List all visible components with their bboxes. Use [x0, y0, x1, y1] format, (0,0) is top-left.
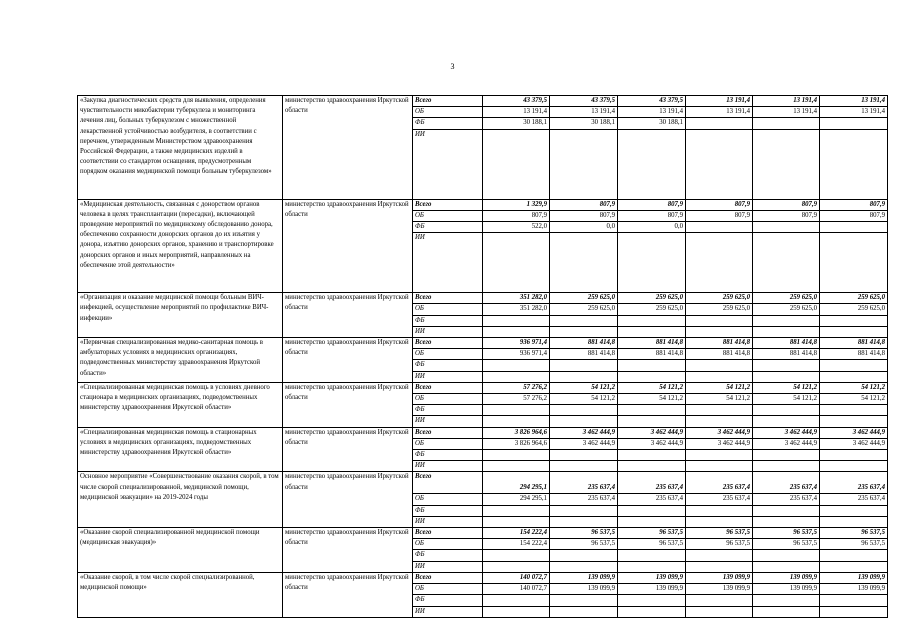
amount-cell: 259 625,0 [550, 304, 618, 315]
amount-cell: 881 414,8 [820, 349, 888, 360]
amount-cell [483, 360, 550, 371]
amount-cell [753, 461, 820, 472]
amount-cell [483, 606, 550, 617]
funding-source: ИИ [413, 371, 483, 382]
amount-cell [753, 360, 820, 371]
funding-source: ФБ [413, 315, 483, 326]
amount-cell: 13 191,4 [753, 107, 820, 118]
amount-cell: 235 637,4 [686, 494, 753, 505]
table-row [78, 528, 888, 539]
amount-cell: 235 637,4 [618, 472, 686, 494]
amount-cell: 43 379,5 [550, 96, 618, 107]
amount-cell: 54 121,2 [618, 382, 686, 393]
table-row [78, 427, 888, 438]
amount-cell: 54 121,2 [550, 382, 618, 393]
amount-cell [483, 561, 550, 572]
amount-cell: 139 099,9 [686, 572, 753, 583]
amount-cell: 235 637,4 [753, 472, 820, 494]
funding-source: Всего [413, 472, 483, 494]
amount-cell [550, 315, 618, 326]
table-row [78, 338, 888, 349]
activity-description: «Оказание скорой специализированной медицинской помощи (медицинская эвакуация)» [78, 528, 283, 573]
amount-cell: 807,9 [618, 210, 686, 221]
responsible-organization: министерство здравоохранения Иркутской области [283, 338, 413, 383]
amount-cell [753, 505, 820, 516]
amount-cell [550, 233, 618, 293]
amount-cell [618, 450, 686, 461]
amount-cell: 43 379,5 [618, 96, 686, 107]
amount-cell [820, 405, 888, 416]
responsible-organization: министерство здравоохранения Иркутской области [283, 528, 413, 573]
funding-source: ИИ [413, 129, 483, 199]
amount-cell [550, 461, 618, 472]
amount-cell [618, 505, 686, 516]
amount-cell [483, 405, 550, 416]
funding-source: ФБ [413, 118, 483, 129]
amount-cell [618, 606, 686, 617]
amount-cell: 96 537,5 [753, 528, 820, 539]
amount-cell: 235 637,4 [753, 494, 820, 505]
amount-cell: 3 826 964,6 [483, 438, 550, 449]
activity-description: «Первичная специализированная медико-санитарная помощь в амбулаторных условиях в медицинских организациях, подведомственных министерству здравоохранения Иркутской области» [78, 338, 283, 383]
amount-cell: 3 826 964,6 [483, 427, 550, 438]
amount-cell [686, 606, 753, 617]
amount-cell [820, 450, 888, 461]
funding-source: ОБ [413, 494, 483, 505]
amount-cell [618, 360, 686, 371]
funding-source: ФБ [413, 505, 483, 516]
activity-description: «Медицинская деятельность, связанная с донорством органов человека в целях трансплантации (пересадки), включающей проведение мероприятий по медицинскому обследованию донора, обеспечению сохранности донорских органов до их изъятия у донора, изъятию донорских органов, хранению и транспортировке донорских органов и иных мероприятий, направленных на обеспечение этой деятельности» [78, 199, 283, 293]
amount-cell: 0,0 [618, 222, 686, 233]
funding-source: ФБ [413, 450, 483, 461]
amount-cell [550, 606, 618, 617]
amount-cell: 54 121,2 [753, 382, 820, 393]
responsible-organization: министерство здравоохранения Иркутской области [283, 199, 413, 293]
responsible-organization: министерство здравоохранения Иркутской области [283, 572, 413, 617]
activity-description: «Организация и оказание медицинской помощи больным ВИЧ-инфекцией, осуществление мероприятий по профилактике ВИЧ-инфекции» [78, 293, 283, 338]
amount-cell [753, 561, 820, 572]
responsible-organization: министерство здравоохранения Иркутской области [283, 96, 413, 200]
amount-cell [550, 360, 618, 371]
amount-cell [618, 129, 686, 199]
amount-cell: 1 329,9 [483, 199, 550, 210]
amount-cell [820, 416, 888, 427]
amount-cell [550, 561, 618, 572]
amount-cell: 259 625,0 [820, 293, 888, 304]
activity-description: «Закупка диагностических средств для выявления, определения чувствительности микобактерии туберкулеза и мониторинга лечения лиц, больных туберкулезом с множественной лекарственной устойчивостью возбудителя, в соответствии с перечнем, утвержденным Министерством здравоохранения Российской Федерации, а также медицинских изделий в соответствии со стандартом оснащения, предусмотренным порядком оказания медицинской помощи больным туберкулезом» [78, 96, 283, 200]
amount-cell: 3 462 444,9 [686, 427, 753, 438]
amount-cell [820, 371, 888, 382]
funding-source: Всего [413, 427, 483, 438]
amount-cell: 96 537,5 [618, 528, 686, 539]
table-row [78, 293, 888, 304]
amount-cell [753, 315, 820, 326]
amount-cell [753, 405, 820, 416]
amount-cell: 936 971,4 [483, 338, 550, 349]
amount-cell [686, 326, 753, 337]
amount-cell: 96 537,5 [550, 539, 618, 550]
amount-cell [483, 233, 550, 293]
amount-cell: 235 637,4 [618, 494, 686, 505]
amount-cell [483, 315, 550, 326]
amount-cell: 259 625,0 [550, 293, 618, 304]
amount-cell: 259 625,0 [686, 304, 753, 315]
amount-cell [753, 129, 820, 199]
amount-cell: 881 414,8 [820, 338, 888, 349]
funding-source: ИИ [413, 326, 483, 337]
amount-cell [686, 461, 753, 472]
amount-cell: 3 462 444,9 [550, 427, 618, 438]
amount-cell [618, 233, 686, 293]
amount-cell: 807,9 [686, 199, 753, 210]
amount-cell [686, 450, 753, 461]
amount-cell: 881 414,8 [753, 338, 820, 349]
amount-cell: 3 462 444,9 [820, 438, 888, 449]
table-row [78, 472, 888, 494]
amount-cell: 54 121,2 [618, 394, 686, 405]
amount-cell: 30 188,1 [483, 118, 550, 129]
amount-cell: 235 637,4 [686, 472, 753, 494]
amount-cell: 807,9 [686, 210, 753, 221]
amount-cell [753, 326, 820, 337]
funding-source: ОБ [413, 584, 483, 595]
amount-cell [550, 450, 618, 461]
amount-cell [753, 118, 820, 129]
table-row [78, 572, 888, 583]
funding-source: ИИ [413, 606, 483, 617]
amount-cell: 96 537,5 [686, 539, 753, 550]
funding-source: ОБ [413, 304, 483, 315]
funding-source: ИИ [413, 233, 483, 293]
funding-source: ИИ [413, 461, 483, 472]
amount-cell: 54 121,2 [820, 382, 888, 393]
amount-cell [753, 606, 820, 617]
amount-cell: 259 625,0 [820, 304, 888, 315]
amount-cell [550, 405, 618, 416]
funding-source: ИИ [413, 416, 483, 427]
responsible-organization: министерство здравоохранения Иркутской области [283, 472, 413, 528]
amount-cell [820, 129, 888, 199]
amount-cell: 807,9 [820, 210, 888, 221]
budget-table [77, 95, 888, 618]
amount-cell: 3 462 444,9 [686, 438, 753, 449]
funding-source: ФБ [413, 405, 483, 416]
amount-cell [483, 450, 550, 461]
amount-cell: 351 282,0 [483, 304, 550, 315]
amount-cell: 139 099,9 [820, 584, 888, 595]
amount-cell [550, 129, 618, 199]
amount-cell [753, 371, 820, 382]
amount-cell [686, 371, 753, 382]
amount-cell: 3 462 444,9 [550, 438, 618, 449]
activity-description: «Оказание скорой, в том числе скорой специализированной, медицинской помощи» [78, 572, 283, 617]
amount-cell [483, 326, 550, 337]
funding-source: ФБ [413, 595, 483, 606]
amount-cell [483, 516, 550, 527]
amount-cell: 57 276,2 [483, 382, 550, 393]
funding-source: ИИ [413, 516, 483, 527]
page-number: 3 [450, 62, 455, 71]
amount-cell: 881 414,8 [686, 338, 753, 349]
amount-cell: 3 462 444,9 [618, 427, 686, 438]
amount-cell [686, 129, 753, 199]
amount-cell [753, 233, 820, 293]
table-row [78, 382, 888, 393]
amount-cell: 13 191,4 [753, 96, 820, 107]
amount-cell: 154 222,4 [483, 539, 550, 550]
amount-cell: 30 188,1 [550, 118, 618, 129]
funding-source: Всего [413, 96, 483, 107]
amount-cell: 139 099,9 [686, 584, 753, 595]
amount-cell: 139 099,9 [550, 584, 618, 595]
amount-cell [483, 595, 550, 606]
amount-cell [686, 595, 753, 606]
amount-cell: 807,9 [820, 199, 888, 210]
amount-cell [820, 118, 888, 129]
funding-source: ОБ [413, 438, 483, 449]
amount-cell [820, 561, 888, 572]
funding-source: ФБ [413, 550, 483, 561]
amount-cell: 936 971,4 [483, 349, 550, 360]
amount-cell [483, 505, 550, 516]
amount-cell [753, 516, 820, 527]
amount-cell: 881 414,8 [618, 338, 686, 349]
amount-cell [618, 461, 686, 472]
amount-cell [820, 606, 888, 617]
amount-cell: 96 537,5 [820, 528, 888, 539]
table-row [78, 96, 888, 107]
amount-cell: 807,9 [550, 199, 618, 210]
amount-cell: 139 099,9 [618, 584, 686, 595]
amount-cell [483, 371, 550, 382]
funding-source: Всего [413, 528, 483, 539]
amount-cell: 43 379,5 [483, 96, 550, 107]
amount-cell [686, 416, 753, 427]
funding-source: ОБ [413, 349, 483, 360]
amount-cell: 881 414,8 [550, 338, 618, 349]
funding-source: ФБ [413, 222, 483, 233]
amount-cell: 881 414,8 [686, 349, 753, 360]
amount-cell [686, 561, 753, 572]
amount-cell: 154 222,4 [483, 528, 550, 539]
amount-cell [686, 550, 753, 561]
amount-cell [483, 416, 550, 427]
activity-description: «Специализированная медицинская помощь в стационарных условиях в медицинских организациях, подведомственных министерству здравоохранения Иркутской области» [78, 427, 283, 472]
amount-cell [550, 326, 618, 337]
amount-cell: 259 625,0 [753, 293, 820, 304]
amount-cell: 522,0 [483, 222, 550, 233]
amount-cell [686, 315, 753, 326]
amount-cell: 13 191,4 [550, 107, 618, 118]
amount-cell: 54 121,2 [686, 382, 753, 393]
amount-cell: 54 121,2 [820, 394, 888, 405]
amount-cell: 235 637,4 [820, 472, 888, 494]
amount-cell [686, 118, 753, 129]
amount-cell: 3 462 444,9 [753, 427, 820, 438]
amount-cell: 881 414,8 [753, 349, 820, 360]
amount-cell: 881 414,8 [550, 349, 618, 360]
amount-cell: 96 537,5 [753, 539, 820, 550]
amount-cell: 139 099,9 [550, 572, 618, 583]
funding-source: Всего [413, 338, 483, 349]
funding-source: Всего [413, 199, 483, 210]
amount-cell: 807,9 [550, 210, 618, 221]
amount-cell: 3 462 444,9 [618, 438, 686, 449]
amount-cell [550, 516, 618, 527]
amount-cell [820, 516, 888, 527]
amount-cell: 807,9 [753, 210, 820, 221]
funding-source: Всего [413, 572, 483, 583]
amount-cell [550, 595, 618, 606]
amount-cell: 139 099,9 [820, 572, 888, 583]
amount-cell [820, 222, 888, 233]
amount-cell [618, 416, 686, 427]
amount-cell [618, 371, 686, 382]
amount-cell [550, 550, 618, 561]
amount-cell: 294 295,1 [483, 494, 550, 505]
amount-cell [618, 315, 686, 326]
amount-cell [483, 129, 550, 199]
amount-cell [820, 315, 888, 326]
amount-cell [618, 550, 686, 561]
amount-cell [618, 561, 686, 572]
amount-cell [753, 550, 820, 561]
funding-source: ИИ [413, 561, 483, 572]
amount-cell [686, 516, 753, 527]
amount-cell [753, 222, 820, 233]
amount-cell [820, 326, 888, 337]
amount-cell: 235 637,4 [550, 472, 618, 494]
amount-cell [820, 550, 888, 561]
amount-cell [618, 326, 686, 337]
funding-source: ОБ [413, 210, 483, 221]
amount-cell: 139 099,9 [753, 572, 820, 583]
amount-cell: 13 191,4 [483, 107, 550, 118]
amount-cell: 294 295,1 [483, 472, 550, 494]
activity-description: «Специализированная медицинская помощь в условиях дневного стационара в медицинских организациях, подведомственных министерству здравоохранения Иркутской области» [78, 382, 283, 427]
amount-cell: 0,0 [550, 222, 618, 233]
amount-cell [686, 222, 753, 233]
amount-cell: 235 637,4 [820, 494, 888, 505]
amount-cell [686, 360, 753, 371]
responsible-organization: министерство здравоохранения Иркутской области [283, 427, 413, 472]
amount-cell: 140 072,7 [483, 584, 550, 595]
amount-cell: 13 191,4 [618, 107, 686, 118]
amount-cell: 3 462 444,9 [753, 438, 820, 449]
amount-cell: 54 121,2 [550, 394, 618, 405]
amount-cell: 57 276,2 [483, 394, 550, 405]
table-row [78, 199, 888, 210]
amount-cell: 807,9 [618, 199, 686, 210]
amount-cell: 259 625,0 [686, 293, 753, 304]
amount-cell: 139 099,9 [618, 572, 686, 583]
amount-cell [618, 516, 686, 527]
amount-cell [550, 416, 618, 427]
amount-cell: 140 072,7 [483, 572, 550, 583]
amount-cell [550, 505, 618, 516]
amount-cell [483, 550, 550, 561]
amount-cell: 96 537,5 [686, 528, 753, 539]
amount-cell: 259 625,0 [618, 293, 686, 304]
responsible-organization: министерство здравоохранения Иркутской области [283, 382, 413, 427]
amount-cell [686, 405, 753, 416]
amount-cell: 139 099,9 [753, 584, 820, 595]
amount-cell: 807,9 [483, 210, 550, 221]
funding-source: ОБ [413, 107, 483, 118]
amount-cell: 13 191,4 [820, 96, 888, 107]
funding-source: ОБ [413, 394, 483, 405]
amount-cell [686, 505, 753, 516]
funding-source: ОБ [413, 539, 483, 550]
amount-cell: 54 121,2 [753, 394, 820, 405]
amount-cell: 881 414,8 [618, 349, 686, 360]
amount-cell [753, 450, 820, 461]
amount-cell [820, 595, 888, 606]
amount-cell [686, 233, 753, 293]
amount-cell [753, 595, 820, 606]
amount-cell: 96 537,5 [550, 528, 618, 539]
amount-cell [820, 360, 888, 371]
amount-cell: 259 625,0 [618, 304, 686, 315]
amount-cell [618, 595, 686, 606]
amount-cell [820, 233, 888, 293]
amount-cell: 13 191,4 [686, 107, 753, 118]
amount-cell [618, 405, 686, 416]
amount-cell [820, 505, 888, 516]
amount-cell: 259 625,0 [753, 304, 820, 315]
amount-cell: 13 191,4 [820, 107, 888, 118]
amount-cell [820, 461, 888, 472]
responsible-organization: министерство здравоохранения Иркутской области [283, 293, 413, 338]
funding-source: Всего [413, 382, 483, 393]
amount-cell: 807,9 [753, 199, 820, 210]
amount-cell: 96 537,5 [820, 539, 888, 550]
amount-cell: 54 121,2 [686, 394, 753, 405]
amount-cell: 3 462 444,9 [820, 427, 888, 438]
funding-source: Всего [413, 293, 483, 304]
amount-cell: 235 637,4 [550, 494, 618, 505]
amount-cell [550, 371, 618, 382]
amount-cell: 96 537,5 [618, 539, 686, 550]
amount-cell: 13 191,4 [686, 96, 753, 107]
amount-cell: 30 188,1 [618, 118, 686, 129]
table-body [78, 96, 888, 618]
amount-cell: 351 282,0 [483, 293, 550, 304]
activity-description: Основное мероприятие «Совершенствование оказания скорой, в том числе скорой специализированной, медицинской помощи, медицинской эвакуации» на 2019-2024 годы [78, 472, 283, 528]
amount-cell [483, 461, 550, 472]
amount-cell [753, 416, 820, 427]
funding-source: ФБ [413, 360, 483, 371]
